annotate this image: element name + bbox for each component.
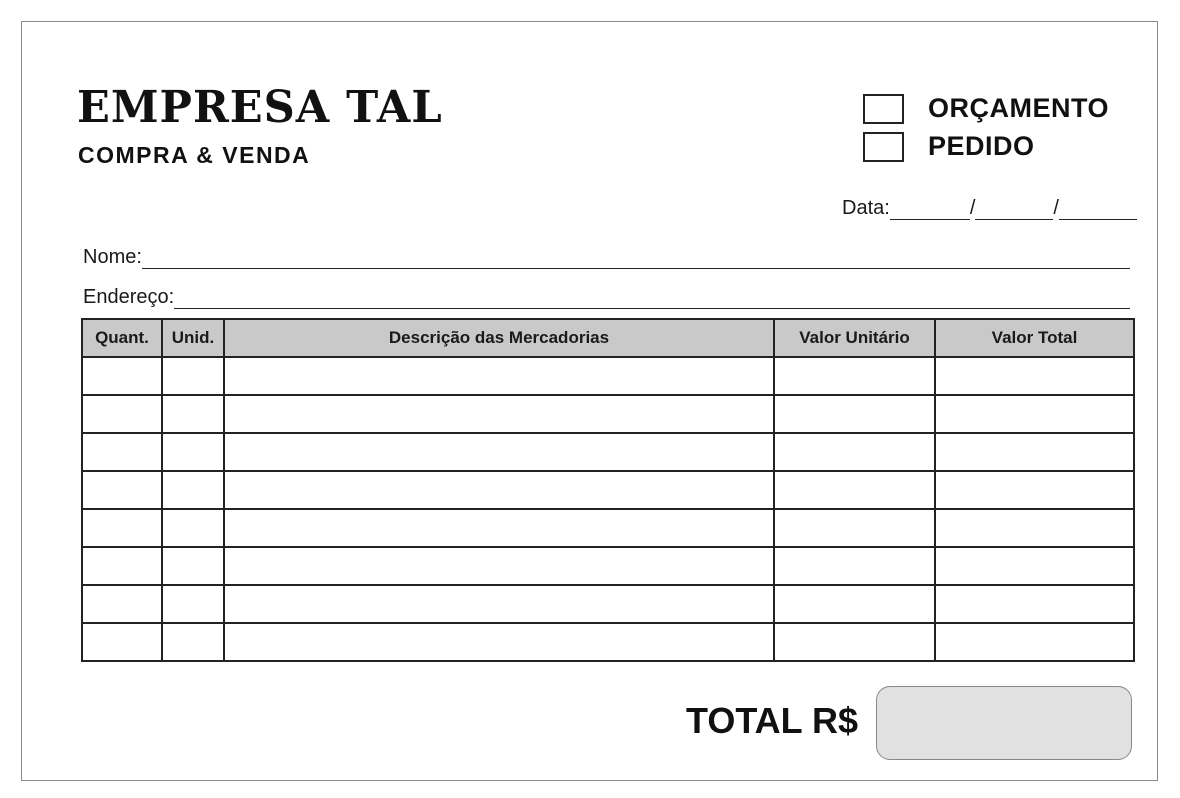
orcamento-checkbox[interactable] (863, 94, 904, 124)
table-cell[interactable] (162, 471, 224, 509)
table-row (82, 623, 1134, 661)
orcamento-label: ORÇAMENTO (928, 93, 1110, 123)
table-cell[interactable] (162, 585, 224, 623)
table-cell[interactable] (82, 585, 162, 623)
table-cell[interactable] (224, 357, 774, 395)
items-table (81, 318, 1135, 662)
date-separator: / (1053, 197, 1059, 219)
col-header-valor-unitario: Valor Unitário (774, 319, 935, 357)
date-separator: / (969, 197, 976, 219)
table-cell[interactable] (224, 395, 774, 433)
table-cell[interactable] (774, 623, 935, 661)
endereco-field (83, 286, 1130, 309)
table-cell[interactable] (774, 471, 935, 509)
table-row (82, 547, 1134, 585)
nome-field (83, 246, 1130, 269)
table-cell[interactable] (162, 357, 224, 395)
table-cell[interactable] (935, 357, 1134, 395)
col-header-valor-total: Valor Total (935, 319, 1134, 357)
table-cell[interactable] (935, 395, 1134, 433)
table-cell[interactable] (935, 509, 1134, 547)
table-cell[interactable] (82, 471, 162, 509)
total-value-box[interactable] (876, 686, 1132, 760)
table-row (82, 585, 1134, 623)
nome-label: Nome: (83, 246, 142, 268)
table-cell[interactable] (82, 433, 162, 471)
nome-blank-line[interactable] (142, 246, 1130, 269)
table-cell[interactable] (935, 471, 1134, 509)
table-cell[interactable] (224, 509, 774, 547)
table-cell[interactable] (162, 433, 224, 471)
table-cell[interactable] (162, 623, 224, 661)
table-row (82, 509, 1134, 547)
table-cell[interactable] (82, 395, 162, 433)
table-cell[interactable] (774, 547, 935, 585)
table-cell[interactable] (935, 623, 1134, 661)
table-cell[interactable] (774, 433, 935, 471)
company-name: EMPRESA TAL (77, 82, 443, 133)
table-row (82, 395, 1134, 433)
endereco-label: Endereço: (83, 286, 175, 308)
total-label: TOTAL R$ (686, 700, 859, 741)
table-row (82, 471, 1134, 509)
table-cell[interactable] (224, 471, 774, 509)
col-header-descricao: Descrição das Mercadorias (224, 319, 774, 357)
table-cell[interactable] (82, 547, 162, 585)
date-day-blank[interactable] (890, 197, 970, 220)
table-row (82, 357, 1134, 395)
option-pedido[interactable] (863, 131, 1035, 162)
table-cell[interactable] (82, 357, 162, 395)
table-cell[interactable] (162, 395, 224, 433)
company-subtitle: COMPRA & VENDA (78, 142, 311, 168)
date-month-blank[interactable] (975, 197, 1053, 220)
option-orcamento[interactable] (863, 93, 1109, 124)
table-header-row (82, 319, 1134, 357)
table-cell[interactable] (82, 623, 162, 661)
table-cell[interactable] (935, 547, 1134, 585)
table-body (82, 357, 1134, 661)
col-header-unidade: Unid. (162, 319, 224, 357)
table-cell[interactable] (82, 509, 162, 547)
table-cell[interactable] (224, 547, 774, 585)
table-cell[interactable] (774, 509, 935, 547)
table-cell[interactable] (935, 433, 1134, 471)
table-cell[interactable] (774, 585, 935, 623)
table-cell[interactable] (224, 585, 774, 623)
table-cell[interactable] (224, 433, 774, 471)
table-row (82, 433, 1134, 471)
endereco-blank-line[interactable] (174, 286, 1130, 309)
pedido-label: PEDIDO (928, 131, 1035, 161)
table-cell[interactable] (162, 509, 224, 547)
table-cell[interactable] (774, 357, 935, 395)
table-cell[interactable] (224, 623, 774, 661)
col-header-quantidade: Quant. (82, 319, 162, 357)
date-label: Data: (842, 197, 890, 219)
table-cell[interactable] (774, 395, 935, 433)
date-year-blank[interactable] (1059, 197, 1137, 220)
table-cell[interactable] (162, 547, 224, 585)
table-cell[interactable] (935, 585, 1134, 623)
date-field (842, 197, 1137, 220)
pedido-checkbox[interactable] (863, 132, 904, 162)
